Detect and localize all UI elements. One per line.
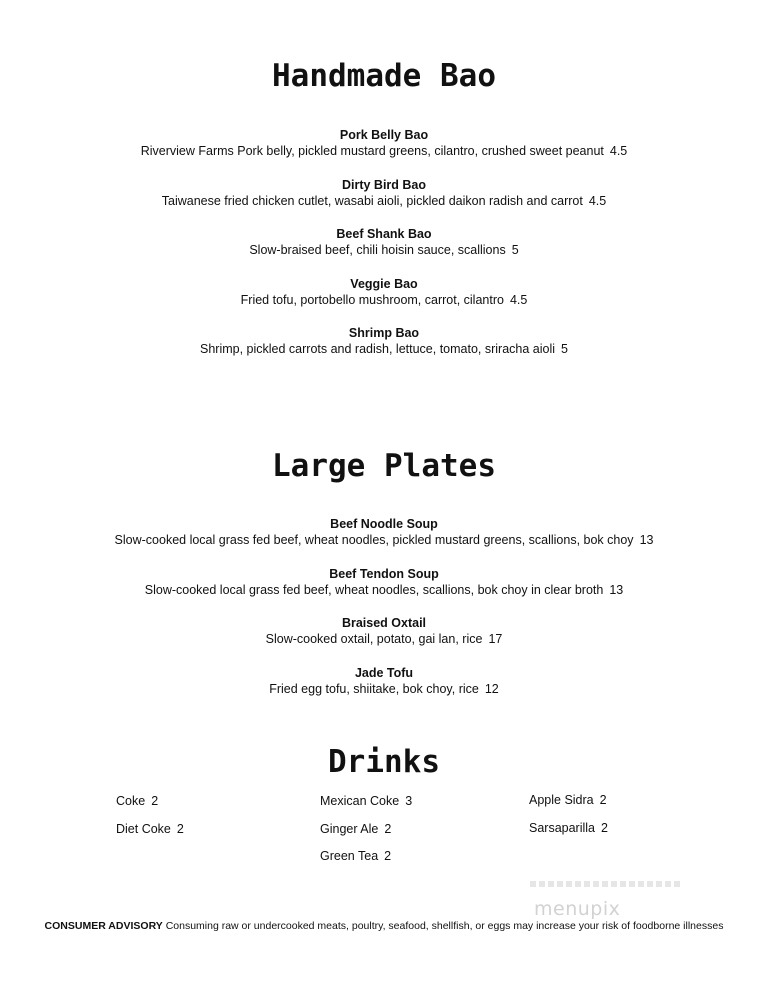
drink-item bbox=[320, 821, 391, 837]
advisory-text: Consuming raw or undercooked meats, poultry, seafood, shellfish, or eggs may increase your risk of foodborne illnesses bbox=[165, 920, 724, 932]
drink-price: 2 bbox=[601, 821, 608, 835]
menu-item bbox=[0, 226, 768, 259]
item-description bbox=[0, 143, 768, 160]
item-price: 13 bbox=[609, 583, 624, 597]
drink-name: Mexican Coke bbox=[320, 794, 400, 808]
drink-name: Diet Coke bbox=[116, 822, 171, 836]
item-description bbox=[0, 631, 768, 648]
drink-name: Green Tea bbox=[320, 849, 379, 863]
drink-name: Coke bbox=[116, 794, 146, 808]
drink-name: Apple Sidra bbox=[529, 793, 594, 807]
drink-name: Ginger Ale bbox=[320, 822, 379, 836]
menu-item bbox=[0, 566, 768, 599]
item-name: Dirty Bird Bao bbox=[341, 178, 427, 192]
item-price: 4.5 bbox=[609, 144, 628, 158]
drink-price: 2 bbox=[599, 793, 607, 807]
drink-price: 2 bbox=[151, 794, 159, 808]
item-description bbox=[0, 681, 768, 698]
menupix-watermark: menupix bbox=[534, 898, 621, 920]
plates-section-title: Large Plates bbox=[272, 448, 496, 484]
item-desc-text: Fried tofu, portobello mushroom, carrot, cilantro bbox=[240, 293, 504, 307]
drink-price: 2 bbox=[384, 849, 392, 863]
item-name: Beef Noodle Soup bbox=[330, 517, 438, 531]
drink-item bbox=[116, 821, 184, 837]
drink-price: 3 bbox=[405, 794, 413, 808]
item-name: Jade Tofu bbox=[354, 666, 414, 680]
item-name: Shrimp Bao bbox=[348, 326, 420, 340]
item-desc-text: Slow-cooked oxtail, potato, gai lan, rice bbox=[265, 632, 483, 646]
menu-item bbox=[0, 615, 768, 648]
drink-item bbox=[529, 820, 608, 836]
consumer-advisory bbox=[0, 919, 768, 933]
drink-item bbox=[529, 792, 607, 808]
item-desc-text: Shrimp, pickled carrots and radish, lettuce, tomato, sriracha aioli bbox=[200, 342, 556, 356]
drink-price: 2 bbox=[384, 822, 392, 836]
item-name: Pork Belly Bao bbox=[339, 128, 429, 142]
item-description bbox=[0, 532, 768, 549]
item-price: 12 bbox=[484, 682, 499, 696]
item-price: 4.5 bbox=[509, 293, 528, 307]
item-name: Beef Tendon Soup bbox=[329, 567, 439, 581]
menu-item bbox=[0, 127, 768, 160]
item-price: 4.5 bbox=[588, 194, 607, 208]
item-desc-text: Slow-cooked local grass fed beef, wheat noodles, pickled mustard greens, scallions, bok choy bbox=[114, 533, 634, 547]
watermark-decoration bbox=[530, 881, 680, 887]
item-description bbox=[0, 582, 768, 599]
item-description bbox=[0, 341, 768, 358]
item-desc-text: Fried egg tofu, shiitake, bok choy, rice bbox=[269, 682, 479, 696]
drink-item bbox=[116, 793, 158, 809]
item-name: Braised Oxtail bbox=[341, 616, 427, 630]
item-price: 17 bbox=[488, 632, 503, 646]
item-description bbox=[0, 292, 768, 309]
item-name: Beef Shank Bao bbox=[336, 227, 432, 241]
item-desc-text: Riverview Farms Pork belly, pickled mustard greens, cilantro, crushed sweet peanut bbox=[140, 144, 604, 158]
menu-item bbox=[0, 665, 768, 698]
advisory-label: CONSUMER ADVISORY bbox=[44, 920, 163, 932]
drink-price: 2 bbox=[176, 822, 184, 836]
menu-item bbox=[0, 325, 768, 358]
item-desc-text: Slow-cooked local grass fed beef, wheat noodles, scallions, bok choy in clear broth bbox=[144, 583, 604, 597]
item-description bbox=[0, 193, 768, 210]
drink-name: Sarsaparilla bbox=[529, 821, 596, 835]
drink-item bbox=[320, 793, 412, 809]
menu-item bbox=[0, 516, 768, 549]
drinks-section-title: Drinks bbox=[328, 744, 440, 780]
item-desc-text: Taiwanese fried chicken cutlet, wasabi aioli, pickled daikon radish and carrot bbox=[161, 194, 583, 208]
drink-item bbox=[320, 848, 391, 864]
menu-item bbox=[0, 276, 768, 309]
menu-item bbox=[0, 177, 768, 210]
item-description bbox=[0, 242, 768, 259]
item-price: 13 bbox=[639, 533, 654, 547]
bao-section-title: Handmade Bao bbox=[272, 58, 496, 94]
item-desc-text: Slow-braised beef, chili hoisin sauce, scallions bbox=[249, 243, 506, 257]
item-price: 5 bbox=[561, 342, 568, 356]
item-price: 5 bbox=[511, 243, 519, 257]
item-name: Veggie Bao bbox=[350, 277, 418, 291]
